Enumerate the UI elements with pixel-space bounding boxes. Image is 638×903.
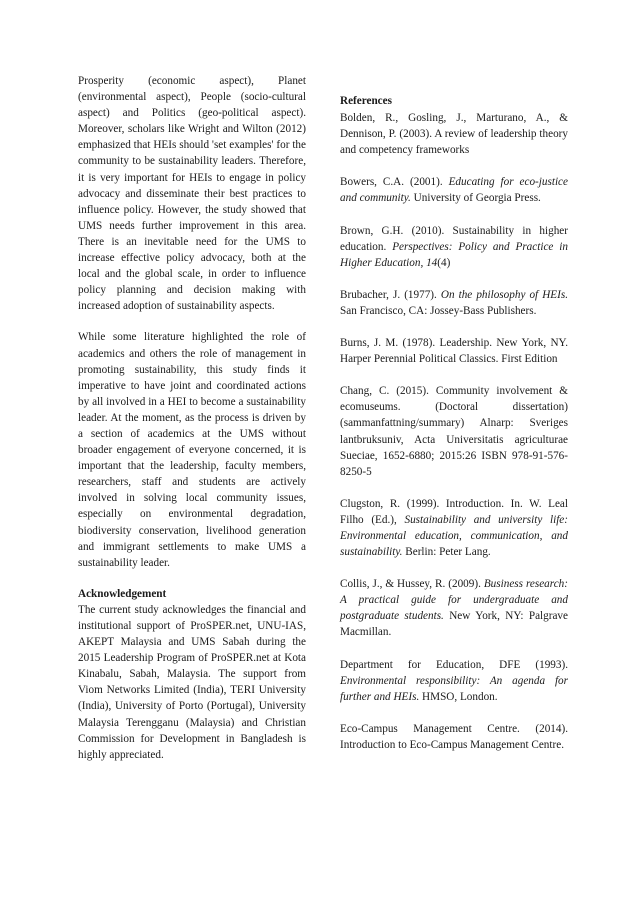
right-column bbox=[340, 73, 568, 769]
body-paragraph-2: While some literature highlighted the role of academics and others the role of management in promoting sustainability, this study finds it imperative to have joint and coordinated actions by all involved in a HEI to become a sustainability leader. At the moment, as the process is driven by a section of academics at the UMS without broader engagement of everyone concerned, it is important that the leadership, faculty members, researchers, staff and students are actively involved in solving local community issues, especially on environmental degradation, biodiversity conservation, livelihood generation and immigrant settlements to make UMS a sustainability leader. bbox=[78, 331, 306, 569]
reference-item: Department for Education, DFE (1993). Environmental responsibility: An agenda for further and HEIs. HMSO, London. bbox=[340, 658, 568, 703]
acknowledgement-heading: Acknowledgement bbox=[78, 587, 167, 600]
reference-item: Collis, J., & Hussey, R. (2009). Business research: A practical guide for undergraduate and postgraduate students. New York, NY: Palgrave Macmillan. bbox=[340, 578, 568, 639]
acknowledgement-text: The current study acknowledges the financial and institutional support of ProSPER.net, UNU-IAS, AKEPT Malaysia and UMS Sabah during the 2015 Leadership Program of ProSPER.net at Kota Kinabalu, Sabah, Malaysia. The support from Viom Networks Limited (India), TERI University (India), University of Porto (Portugal), University Malaysia Terengganu (Malaysia) and Christian Commission for Development in Bangladesh is highly appreciated. bbox=[78, 603, 306, 761]
body-paragraph-1: Prosperity (economic aspect), Planet (environmental aspect), People (socio-cultural aspect) and Politics (geo-political aspect). Moreover, scholars like Wright and Wilton (2012) emphasized that HEIs should 'set examples' for the community to be sustainability leaders. Therefore, it is very important for HEIs to engage in policy advocacy and disseminate their best practices to influence policy. However, the study showed that UMS needs further improvement in this area. There is an inevitable need for the UMS to increase effective policy advocacy, both at the local and the global scale, in order to influence policy planning and decision making with increased adoption of sustainability aspects. bbox=[78, 75, 306, 313]
reference-item: Burns, J. M. (1978). Leadership. New York, NY. Harper Perennial Political Classics. First Edition bbox=[340, 337, 568, 366]
reference-item: Eco-Campus Management Centre. (2014). Introduction to Eco-Campus Management Centre. bbox=[340, 722, 568, 751]
references-heading: References bbox=[340, 95, 392, 107]
left-column bbox=[78, 73, 306, 778]
reference-item: Clugston, R. (1999). Introduction. In. W. Leal Filho (Ed.), Sustainability and university life: Environmental education, communication, and sustainability. Berlin: Peter Lang. bbox=[340, 497, 568, 559]
reference-item: Bolden, R., Gosling, J., Marturano, A., & Dennison, P. (2003). A review of leadership theory and competency frameworks bbox=[340, 112, 568, 157]
reference-item: Brubacher, J. (1977). On the philosophy of HEIs. San Francisco, CA: Jossey-Bass Publishers. bbox=[340, 288, 569, 317]
reference-item: Brown, G.H. (2010). Sustainability in higher education. Perspectives: Policy and Practice in Higher Education, 14(4) bbox=[340, 224, 568, 269]
reference-item: Chang, C. (2015). Community involvement & ecomuseums. (Doctoral dissertation) (sammanfattning/summary) Alnarp: Sveriges lantbruksuniv, Acta Universitatis agriculturae Sueciae, 1652-6880; 2015:26 ISBN 978-91-576-8250-5 bbox=[340, 385, 568, 478]
reference-item: Bowers, C.A. (2001). Educating for eco-justice and community. University of Georgia Press. bbox=[340, 176, 568, 205]
